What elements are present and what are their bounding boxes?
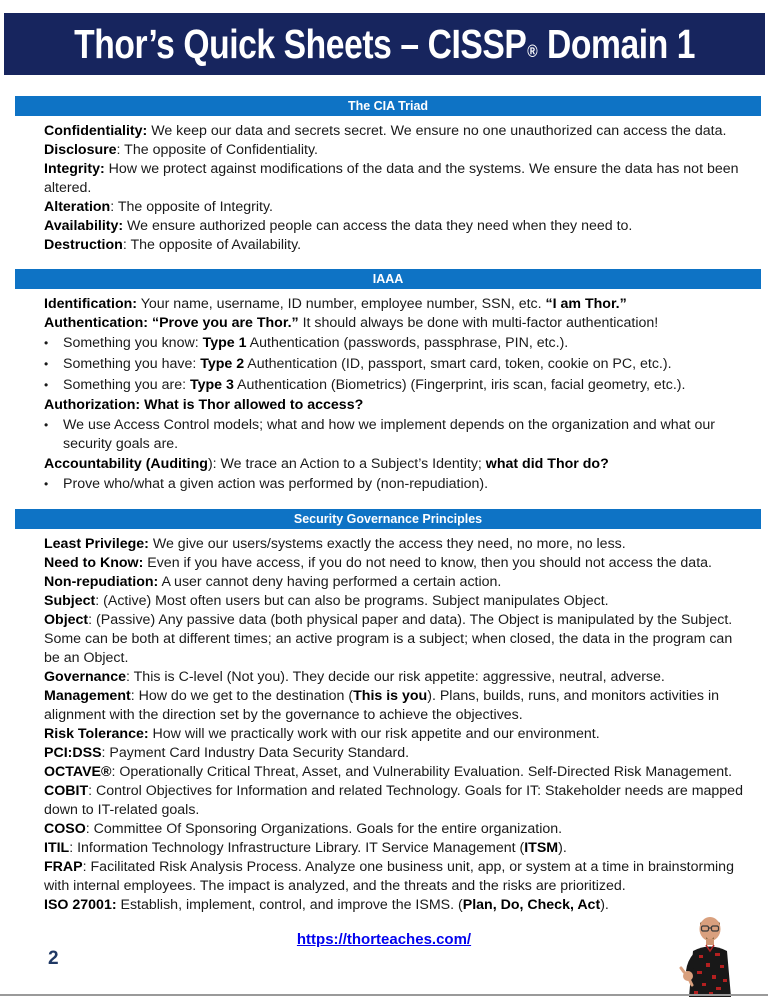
text-segment: Alteration <box>44 199 111 215</box>
paragraph <box>44 554 745 573</box>
text-segment: : Control Objectives for Information and related Technology. Goals for IT: Stakeholder needs are mapped down to IT-related goals. <box>44 783 743 818</box>
text-segment: Subject <box>44 593 96 609</box>
text-segment: : Facilitated Risk Analysis Process. Analyze one business unit, app, or system at a time in brainstorming with internal employees. The impact is analyzed, and the threats and the risks are prioritized. <box>44 859 734 894</box>
thor-photo <box>675 913 745 997</box>
text-segment: How we protect against modifications of the data and the systems. We ensure the data has not been altered. <box>44 161 739 196</box>
section-header-iaaa <box>15 269 761 289</box>
text-segment: Plan, Do, Check, Act <box>462 897 601 913</box>
text-segment: : Payment Card Industry Data Security Standard. <box>101 745 410 761</box>
paragraph <box>44 858 745 896</box>
bullet-icon: • <box>44 418 49 432</box>
section-title: IAAA <box>372 272 404 286</box>
text-segment: Something you have: <box>63 356 201 372</box>
bullet-text <box>63 376 685 395</box>
text-segment: : How do we get to the destination ( <box>130 688 354 704</box>
paragraph <box>44 198 745 217</box>
paragraph <box>44 782 745 820</box>
text-segment: Something you know: <box>63 335 203 351</box>
paragraph <box>44 236 745 255</box>
text-segment: Object <box>44 612 89 628</box>
text-segment: ITIL <box>44 840 70 856</box>
bullet-item <box>44 474 745 495</box>
bullet-icon: • <box>44 378 49 392</box>
section-header-security-governance-principles <box>15 509 761 529</box>
text-segment: Integrity: <box>44 161 105 177</box>
bullet-item <box>44 333 745 354</box>
text-segment: : (Passive) Any passive data (both physical paper and data). The Object is manipulated by the Subject. Some can be both at different times; an active program is a subject; when closed, the data in the program can be an Object. <box>44 612 733 666</box>
text-segment: Non-repudiation: <box>44 574 159 590</box>
text-segment: Need to Know: <box>44 555 144 571</box>
page-title-text: Thor’s Quick Sheets – CISSP <box>74 20 527 67</box>
bullet-text <box>63 355 672 374</box>
text-segment: We ensure authorized people can access the data they need when they need to. <box>123 218 633 234</box>
text-segment: ). <box>600 897 609 913</box>
paragraph <box>44 314 745 333</box>
bullet-text <box>63 475 488 494</box>
text-segment: Availability: <box>44 218 124 234</box>
paragraph <box>44 122 745 141</box>
paragraph <box>44 535 745 554</box>
registered-trademark-symbol: ® <box>527 40 538 61</box>
text-segment: “I am Thor.” <box>545 296 627 312</box>
text-segment: Prove who/what a given action was performed by (non-repudiation). <box>63 476 489 492</box>
text-segment: Disclosure <box>44 142 117 158</box>
text-segment: : Operationally Critical Threat, Asset, and Vulnerability Evaluation. Self-Directed Risk Management. <box>111 764 733 780</box>
text-segment: Management <box>44 688 131 704</box>
text-segment: ITSM <box>524 840 559 856</box>
text-segment: Type 1 <box>202 335 247 351</box>
text-segment: We keep our data and secrets secret. We ensure no one unauthorized can access the data. <box>147 123 727 139</box>
section-body <box>15 529 761 919</box>
text-segment: COSO <box>44 821 86 837</box>
text-segment: Authentication (Biometrics) (Fingerprint, iris scan, facial geometry, etc.). <box>233 377 686 393</box>
text-segment: : (Active) Most often users but can also be programs. Subject manipulates Object. <box>95 593 609 609</box>
text-segment: : Information Technology Infrastructure Library. IT Service Management ( <box>69 840 525 856</box>
paragraph <box>44 611 745 668</box>
paragraph <box>44 763 745 782</box>
text-segment: Even if you have access, if you do not need to know, then you should not access the data. <box>143 555 712 571</box>
text-segment: Least Privilege: <box>44 536 149 552</box>
paragraph <box>44 896 745 915</box>
text-segment: This is you <box>353 688 428 704</box>
content <box>15 96 761 919</box>
paragraph <box>44 668 745 687</box>
text-segment: Authentication (passwords, passphrase, PIN, etc.). <box>246 335 569 351</box>
text-segment: COBIT <box>44 783 89 799</box>
bullet-icon: • <box>44 357 49 371</box>
footer-link-row <box>0 931 768 949</box>
text-segment: what did Thor do? <box>485 456 609 472</box>
page-title <box>74 21 695 68</box>
page-number: 2 <box>48 948 59 969</box>
text-segment: ): We trace an Action to a Subject’s Identity; <box>207 456 486 472</box>
section-header-the-cia-triad <box>15 96 761 116</box>
text-segment: : Committee Of Sponsoring Organizations. Goals for the entire organization. <box>85 821 563 837</box>
section-title: The CIA Triad <box>347 99 429 113</box>
text-segment: Risk Tolerance: <box>44 726 149 742</box>
text-segment: A user cannot deny having performed a certain action. <box>158 574 502 590</box>
text-segment: OCTAVE® <box>44 764 112 780</box>
text-segment: : The opposite of Integrity. <box>110 199 273 215</box>
paragraph <box>44 295 745 314</box>
text-segment: Type 3 <box>189 377 234 393</box>
text-segment: Accountability (Auditing <box>44 456 208 472</box>
bullet-text <box>63 334 568 353</box>
paragraph <box>44 160 745 198</box>
text-segment: It should always be done with multi-factor authentication! <box>298 315 659 331</box>
text-segment: FRAP <box>44 859 83 875</box>
text-segment: Something you are: <box>63 377 190 393</box>
text-segment: PCI:DSS <box>44 745 102 761</box>
bullet-icon: • <box>44 477 49 491</box>
text-segment: ISO 27001: <box>44 897 117 913</box>
text-segment: We give our users/systems exactly the access they need, no more, no less. <box>148 536 626 552</box>
paragraph <box>44 396 745 415</box>
text-segment: Destruction <box>44 237 123 253</box>
paragraph <box>44 592 745 611</box>
paragraph <box>44 839 745 858</box>
paragraph <box>44 455 745 474</box>
paragraph <box>44 820 745 839</box>
section-title: Security Governance Principles <box>293 512 483 526</box>
text-segment: Type 2 <box>200 356 245 372</box>
paragraph <box>44 687 745 725</box>
section-body <box>15 289 761 499</box>
text-segment: ). <box>558 840 567 856</box>
text-segment: Authorization: What is Thor allowed to access? <box>44 397 364 413</box>
bullet-item <box>44 354 745 375</box>
paragraph <box>44 217 745 236</box>
title-banner <box>4 13 765 75</box>
paragraph <box>44 744 745 763</box>
text-segment: How will we practically work with our risk appetite and our environment. <box>148 726 600 742</box>
text-segment: : The opposite of Confidentiality. <box>116 142 318 158</box>
bullet-item <box>44 415 745 455</box>
text-segment: Your name, username, ID number, employee number, SSN, etc. <box>137 296 546 312</box>
page-title-suffix: Domain 1 <box>537 20 695 67</box>
text-segment: Identification: <box>44 296 138 312</box>
text-segment: Governance <box>44 669 127 685</box>
text-segment: : This is C-level (Not you). They decide our risk appetite: aggressive, neutral, adverse. <box>126 669 665 685</box>
text-segment: Authentication (ID, passport, smart card, token, cookie on PC, etc.). <box>244 356 672 372</box>
text-segment: Establish, implement, control, and improve the ISMS. ( <box>116 897 463 913</box>
text-segment: Confidentiality: <box>44 123 148 139</box>
bullet-icon: • <box>44 336 49 350</box>
paragraph <box>44 141 745 160</box>
paragraph <box>44 725 745 744</box>
text-segment: Authentication: “Prove you are Thor.” <box>44 315 299 331</box>
bullet-item <box>44 375 745 396</box>
paragraph <box>44 573 745 592</box>
thorteaches-link[interactable]: https://thorteaches.com/ <box>296 931 472 948</box>
page-bottom-edge <box>0 994 768 996</box>
section-body <box>15 116 761 259</box>
bullet-text <box>63 416 745 454</box>
text-segment: We use Access Control models; what and how we implement depends on the organization and what our security goals are. <box>63 417 715 452</box>
text-segment: ). Plans, builds, runs, and monitors activities in alignment with the direction set by the governance to achieve the objectives. <box>44 688 719 723</box>
text-segment: : The opposite of Availability. <box>122 237 302 253</box>
